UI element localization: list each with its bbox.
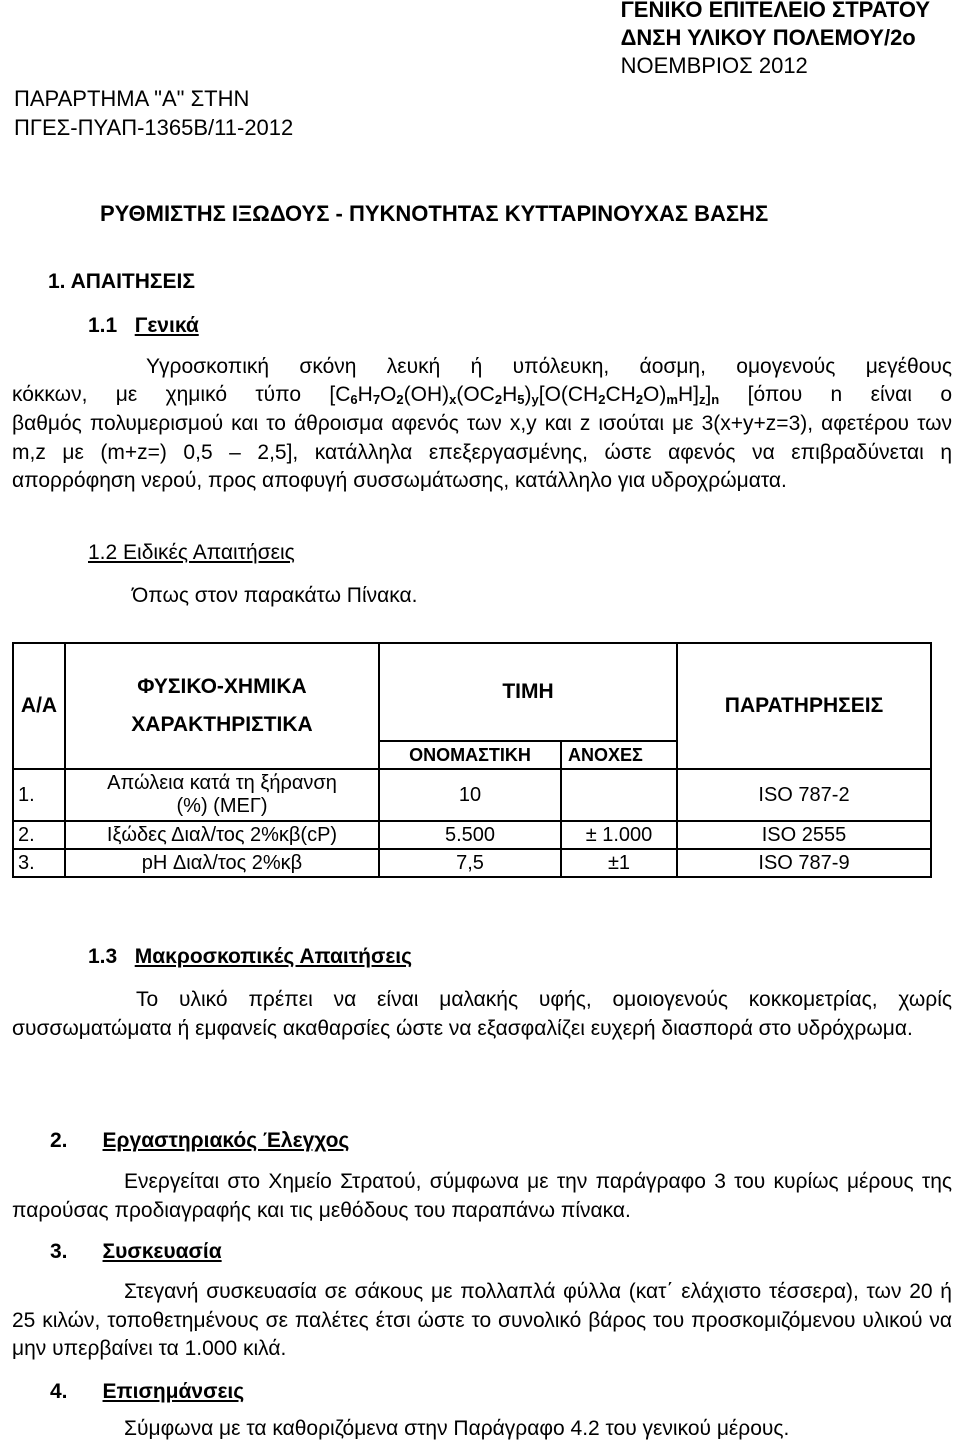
document-date: ΝΟΕΜΒΡΙΟΣ 2012 <box>620 53 808 78</box>
header-tolerance: ΑΝΟΧΕΣ <box>561 741 677 769</box>
row-notes: ISO 787-9 <box>677 849 931 877</box>
row-number: 3. <box>13 849 65 877</box>
section-1-2-title: 1.2 Ειδικές Απαιτήσεις <box>88 541 295 564</box>
section-1-3-title: Μακροσκοπικές Απαιτήσεις <box>134 945 413 968</box>
row-nominal: 5.500 <box>379 821 561 849</box>
row-notes: ISO 2555 <box>677 821 931 849</box>
section-4-title: Επισημάνσεις <box>102 1380 245 1403</box>
section-2-title: Εργαστηριακός Έλεγχος <box>102 1129 350 1152</box>
row-tolerance: ± 1.000 <box>561 821 677 849</box>
section-1-heading: 1. ΑΠΑΙΤΗΣΕΙΣ <box>48 270 195 293</box>
section-1-2-heading <box>88 540 295 566</box>
org-line-2: ΔΝΣΗ ΥΛΙΚΟΥ ΠΟΛΕΜΟΥ/2ο <box>620 25 916 50</box>
row-characteristic: pH Διαλ/τος 2%κβ <box>65 849 379 877</box>
header-notes: ΠΑΡΑΤΗΡΗΣΕΙΣ <box>677 643 931 769</box>
annex-reference <box>14 84 293 142</box>
general-paragraph-line-1: Υγροσκοπική σκόνη λευκή ή υπόλευκη, άοσμη, ομογενούς μεγέθους <box>146 355 952 378</box>
section-3-heading <box>50 1239 222 1265</box>
header-nominal: ΟΝΟΜΑΣΤΙΚΗ <box>379 741 561 769</box>
table-row <box>13 849 931 877</box>
header-aa: Α/Α <box>13 643 65 769</box>
section-1-1-heading <box>88 313 199 339</box>
section-1-1-number: 1.1 <box>88 314 118 337</box>
header-organization <box>621 0 930 80</box>
section-3-number: 3. <box>50 1240 68 1263</box>
org-line-1: ΓΕΝΙΚΟ ΕΠΙΤΕΛΕΙΟ ΣΤΡΑΤΟΥ <box>620 0 930 22</box>
specifications-table <box>12 642 932 878</box>
section-2-number: 2. <box>50 1129 68 1152</box>
section-3-text: Στεγανή συσκευασία σε σάκους με πολλαπλά φύλλα (κατ΄ ελάχιστο τέσσερα), των 20 ή 25 κιλών, τοποθετημένους σε παλέτες έτσι ώστε το συνολικό βάρος του προσκομιζόμενου υλικού να μην υπερβαίνει τα 1.000 κιλά. <box>12 1280 952 1360</box>
row-number: 1. <box>13 769 65 821</box>
row-notes: ISO 787-2 <box>677 769 931 821</box>
header-characteristics: ΦΥΣΙΚΟ-ΧΗΜΙΚΑ ΧΑΡΑΚΤΗΡΙΣΤΙΚΑ <box>65 643 379 769</box>
section-1-2-text: Όπως στον παρακάτω Πίνακα. <box>132 584 418 607</box>
document-title: ΡΥΘΜΙΣΤΗΣ ΙΞΩΔΟΥΣ - ΠΥΚΝΟΤΗΤΑΣ ΚΥΤΤΑΡΙΝΟΥΧΑΣ ΒΑΣΗΣ <box>100 201 769 226</box>
section-2-heading <box>50 1128 349 1154</box>
general-formula-line: κόκκων, με χημικό τύπο $[C_6H_7O_2(OH)_x(OC_2H_5)_y[O(CH_2CH_2O)_mH]_z]_n$ [όπου n είναι ο <box>12 383 952 407</box>
row-nominal: 7,5 <box>379 849 561 877</box>
row-tolerance <box>561 769 677 821</box>
section-1-3-text: Το υλικό πρέπει να είναι μαλακής υφής, ομοιογενούς κοκκομετρίας, χωρίς συσσωματώματα ή εμφανείς ακαθαρσίες ώστε να εξασφαλίζει ευχερή διασπορά στο υδρόχρωμα. <box>12 988 952 1040</box>
row-nominal: 10 <box>379 769 561 821</box>
row-number: 2. <box>13 821 65 849</box>
annex-line-2: ΠΓΕΣ-ΠΥΑΠ-1365Β/11-2012 <box>14 115 294 140</box>
row-characteristic: Απώλεια κατά τη ξήρανση (%) (ΜΕΓ) <box>65 769 379 821</box>
section-1-3-number: 1.3 <box>88 945 118 968</box>
table-row <box>13 769 931 821</box>
row-characteristic: Ιξώδες Διαλ/τος 2%κβ(cP) <box>65 821 379 849</box>
row-tolerance: ±1 <box>561 849 677 877</box>
section-3-title: Συσκευασία <box>102 1240 222 1263</box>
section-1-3-heading <box>88 944 412 970</box>
section-4-number: 4. <box>50 1380 68 1403</box>
annex-line-1: ΠΑΡΑΡΤΗΜΑ "Α" ΣΤΗΝ <box>14 86 250 111</box>
section-2-text: Ενεργείται στο Χημείο Στρατού, σύμφωνα με την παράγραφο 3 του κυρίως μέρους της παρούσας προδιαγραφής και τις μεθόδους του παραπάνω πίνακα. <box>12 1170 952 1222</box>
general-paragraph-rest: βαθμός πολυμερισμού και το άθροισμα αφενός των x,y και z ισούται με 3(x+y+z=3), αφετέρου των m,z με (m+z=) 0,5 – 2,5], κατάλληλα επεξεργασμένης, ώστε αφενός να επιβραδύνεται η απορρόφηση νερού, προς αποφυγή συσσωμάτωσης, κατάλληλο για υδροχρώματα. <box>12 412 952 492</box>
section-4-text: Σύμφωνα με τα καθοριζόμενα στην Παράγραφο 4.2 του γενικού μέρους. <box>124 1417 790 1440</box>
section-1-1-title: Γενικά <box>134 314 199 337</box>
section-4-heading <box>50 1379 244 1405</box>
table-row <box>13 821 931 849</box>
header-value: ΤΙΜΗ <box>379 643 677 741</box>
